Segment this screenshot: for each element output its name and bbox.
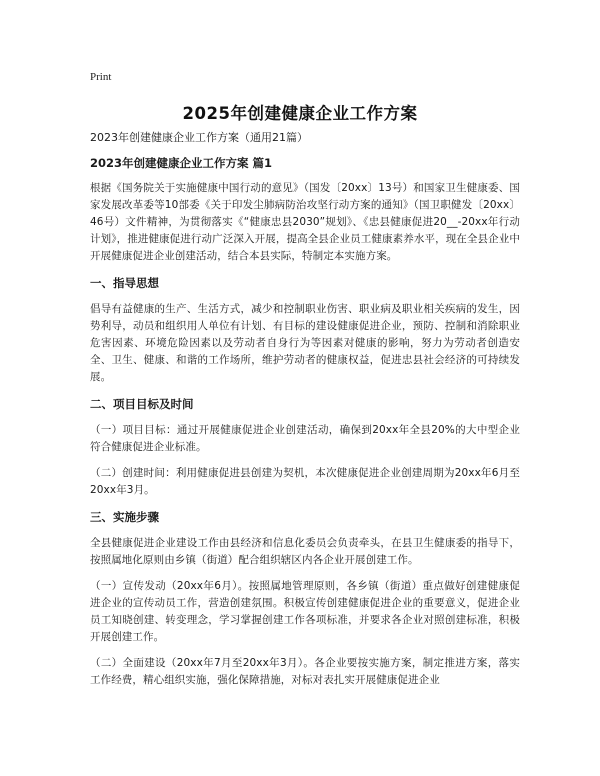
section-steps-paragraph-2: （一）宣传发动（20xx年6月）。按照属地管理原则，各乡镇（街道）重点做好创建健康促进企业的宣传动员工作，营造创建氛围。积极宣传创建健康促进企业的重要意义，促进企业员工知晓创建、转变理念，学习掌握创建工作各项标准，并要求各企业对照创建标准，积极开展创建工作。 bbox=[90, 580, 520, 643]
section-steps-paragraph-3: （二）全面建设（20xx年7月至20xx年3月）。各企业要按实施方案，制定推进方案，落实工作经费，精心组织实施，强化保障措施，对标对表扎实开展健康促进企业 bbox=[90, 657, 520, 686]
article-heading: 2023年创建健康企业工作方案 篇1 bbox=[90, 156, 273, 170]
section-goals-paragraph-2: （二）创建时间：利用健康促进县创建为契机，本次健康促进企业创建周期为20xx年6月至20xx年3月。 bbox=[90, 467, 520, 496]
section-guiding-paragraph: 倡导有益健康的生产、生活方式，减少和控制职业伤害、职业病及职业相关疾病的发生，因势利导，动员和组织用人单位有计划、有目标的建设健康促进企业，预防、控制和消除职业危害因素、环境危险因素以及劳动者自身行为等因素对健康的影响，努力为劳动者创造安全、卫生、健康、和谐的工作场所，维护劳动者的健康权益，促进忠县社会经济的可持续发展。 bbox=[90, 303, 520, 383]
intro-paragraph: 根据《国务院关于实施健康中国行动的意见》（国发〔20xx〕13号）和国家卫生健康委、国家发展改革委等10部委《关于印发尘肺病防治攻坚行动方案的通知》（国卫职健发〔20xx〕46号）文件精神，为贯彻落实《“健康忠县2030”规划》、《忠县健康促进20__-20xx年行动计划》，推进健康促进行动广泛深入开展，提高全县企业员工健康素养水平，现在全县企业中开展健康促进企业创建活动，结合本县实际，特制定本实施方案。 bbox=[90, 182, 520, 262]
section-steps-title: 三、实施步骤 bbox=[90, 510, 159, 524]
document-body bbox=[90, 130, 520, 699]
section-goals-paragraph-1: （一）项目目标：通过开展健康促进企业创建活动，确保到20xx年全县20%的大中型企业符合健康促进企业标准。 bbox=[90, 424, 520, 453]
section-steps-paragraph-1: 全县健康促进企业建设工作由县经济和信息化委员会负责牵头，在县卫生健康委的指导下，按照属地化原则由乡镇（街道）配合组织辖区内各企业开展创建工作。 bbox=[90, 537, 520, 566]
section-guiding-title: 一、指导思想 bbox=[90, 276, 159, 290]
document-subtitle: 2023年创建健康企业工作方案（通用21篇） bbox=[90, 131, 308, 144]
section-goals-title: 二、项目目标及时间 bbox=[90, 397, 194, 411]
document-title: 2025年创建健康企业工作方案 bbox=[182, 104, 418, 123]
print-label: Print bbox=[90, 71, 112, 83]
